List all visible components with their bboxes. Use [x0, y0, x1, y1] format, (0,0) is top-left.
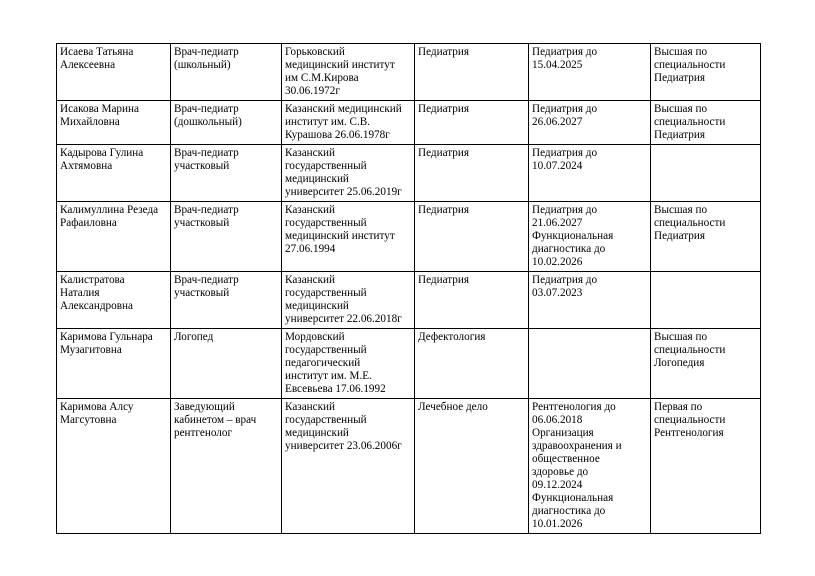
cell-text-line: Казанский	[285, 147, 336, 159]
cell-text-line: 26.06.2027	[532, 116, 583, 128]
table-row	[57, 202, 761, 272]
cell-text-line: медицинский институт	[285, 230, 395, 242]
cell-text-line: Педиатрия до	[532, 274, 598, 286]
cell-text-line: институт им. М.Е.	[285, 370, 372, 382]
name-cell	[57, 44, 171, 101]
cell-text-line: специальности	[654, 217, 726, 229]
cell-text-line: Рентгенология до	[532, 401, 616, 413]
cell-text-line: Врач-педиатр	[174, 147, 239, 159]
cell-text-line: Наталия	[60, 287, 100, 299]
cell-text-line: Михайловна	[60, 116, 120, 128]
cell-text-line: Педиатрия	[654, 230, 706, 242]
cell-text-line: Врач-педиатр	[174, 204, 239, 216]
cell-text-line: государственный	[285, 217, 367, 229]
name-cell	[57, 272, 171, 329]
position-cell	[171, 329, 282, 399]
cell-text-line: 30.06.1972г	[285, 85, 340, 97]
table-row	[57, 44, 761, 101]
cell-text-line: (дошкольный)	[174, 116, 242, 128]
cell-text-line: Казанский медицинский	[285, 103, 402, 115]
cell-text-line: общественное	[532, 453, 600, 465]
cell-text-line: Магсутовна	[60, 414, 117, 426]
cell-text-line: государственный	[285, 287, 367, 299]
cell-text-line: специальности	[654, 59, 726, 71]
cell-text-line: Горьковский	[285, 46, 345, 58]
cell-text-line: институт им. С.В.	[285, 116, 371, 128]
cell-text-line: медицинский институт	[285, 59, 395, 71]
table-row	[57, 399, 761, 534]
specialty-cell	[415, 329, 529, 399]
cell-text-line: медицинский	[285, 173, 349, 185]
cell-text-line: Курашова 26.06.1978г	[285, 129, 390, 141]
cell-text-line: 03.07.2023	[532, 287, 583, 299]
cell-text-line: Педиатрия	[418, 274, 470, 286]
cell-text-line: рентгенолог	[174, 427, 233, 439]
cell-text-line: специальности	[654, 344, 726, 356]
position-cell	[171, 145, 282, 202]
cell-text-line: Организация	[532, 427, 594, 439]
cell-text-line: Кадырова Гулина	[60, 147, 144, 159]
cell-text-line: Педиатрия до	[532, 103, 598, 115]
position-cell	[171, 272, 282, 329]
cell-text-line: 06.06.2018	[532, 414, 583, 426]
specialty-cell	[415, 202, 529, 272]
cell-text-line: здоровье до	[532, 466, 589, 478]
cell-text-line: Музагитовна	[60, 344, 122, 356]
cell-text-line: кабинетом – врач	[174, 414, 257, 426]
table-row	[57, 272, 761, 329]
certificate-cell	[529, 202, 651, 272]
cell-text-line: 09.12.2024	[532, 479, 583, 491]
cell-text-line: 15.04.2025	[532, 59, 583, 71]
cell-text-line: университет 23.06.2006г	[285, 440, 402, 452]
cell-text-line: медицинский	[285, 300, 349, 312]
specialty-cell	[415, 145, 529, 202]
cell-text-line: Педиатрия	[418, 46, 470, 58]
education-cell	[282, 145, 415, 202]
cell-text-line: участковый	[174, 160, 230, 172]
category-cell	[651, 44, 761, 101]
name-cell	[57, 329, 171, 399]
cell-text-line: Ахтямовна	[60, 160, 113, 172]
cell-text-line: Педиатрия	[418, 103, 470, 115]
education-cell	[282, 44, 415, 101]
cell-text-line: Калимуллина Резеда	[60, 204, 159, 216]
cell-text-line: Врач-педиатр	[174, 274, 239, 286]
table-row	[57, 145, 761, 202]
cell-text-line: диагностика до	[532, 505, 606, 517]
cell-text-line: Педиатрия	[654, 129, 706, 141]
certificate-cell	[529, 145, 651, 202]
specialty-cell	[415, 399, 529, 534]
cell-text-line: Рафаиловна	[60, 217, 117, 229]
position-cell	[171, 399, 282, 534]
category-cell	[651, 145, 761, 202]
cell-text-line: 27.06.1994	[285, 243, 336, 255]
education-cell	[282, 272, 415, 329]
cell-text-line: им С.М.Кирова	[285, 72, 359, 84]
cell-text-line: Алексеевна	[60, 59, 116, 71]
cell-text-line: Казанский	[285, 204, 336, 216]
cell-text-line: педагогический	[285, 357, 361, 369]
name-cell	[57, 202, 171, 272]
cell-text-line: Педиатрия	[654, 72, 706, 84]
staff-table	[56, 43, 761, 534]
cell-text-line: Казанский	[285, 274, 336, 286]
cell-text-line: участковый	[174, 217, 230, 229]
cell-text-line: 10.07.2024	[532, 160, 583, 172]
position-cell	[171, 101, 282, 145]
cell-text-line: Исаева Татьяна	[60, 46, 134, 58]
table-row	[57, 101, 761, 145]
cell-text-line: Мордовский	[285, 331, 345, 343]
cell-text-line: Калистратова	[60, 274, 125, 286]
name-cell	[57, 399, 171, 534]
cell-text-line: Каримова Алсу	[60, 401, 134, 413]
cell-text-line: Рентгенология	[654, 427, 724, 439]
cell-text-line: 21.06.2027	[532, 217, 583, 229]
name-cell	[57, 101, 171, 145]
cell-text-line: Педиатрия	[418, 204, 470, 216]
cell-text-line: Педиатрия до	[532, 204, 598, 216]
cell-text-line: Функциональная	[532, 492, 614, 504]
cell-text-line: государственный	[285, 414, 367, 426]
cell-text-line: Логопедия	[654, 357, 705, 369]
cell-text-line: Высшая по	[654, 46, 708, 58]
cell-text-line: Высшая по	[654, 103, 708, 115]
cell-text-line: Исакова Марина	[60, 103, 139, 115]
table-body	[57, 44, 761, 534]
cell-text-line: Врач-педиатр	[174, 46, 239, 58]
cell-text-line: Высшая по	[654, 331, 708, 343]
cell-text-line: Евсевьева 17.06.1992	[285, 383, 386, 395]
education-cell	[282, 202, 415, 272]
category-cell	[651, 272, 761, 329]
cell-text-line: государственный	[285, 344, 367, 356]
cell-text-line: университет 22.06.2018г	[285, 313, 402, 325]
certificate-cell	[529, 329, 651, 399]
cell-text-line: Логопед	[174, 331, 214, 343]
certificate-cell	[529, 272, 651, 329]
education-cell	[282, 101, 415, 145]
cell-text-line: 10.01.2026	[532, 518, 583, 530]
cell-text-line: Дефектология	[418, 331, 486, 343]
specialty-cell	[415, 101, 529, 145]
cell-text-line: диагностика до	[532, 243, 606, 255]
category-cell	[651, 329, 761, 399]
category-cell	[651, 202, 761, 272]
cell-text-line: Функциональная	[532, 230, 614, 242]
cell-text-line: 10.02.2026	[532, 256, 583, 268]
cell-text-line: Казанский	[285, 401, 336, 413]
cell-text-line: специальности	[654, 116, 726, 128]
cell-text-line: Высшая по	[654, 204, 708, 216]
cell-text-line: Заведующий	[174, 401, 235, 413]
cell-text-line: Александровна	[60, 300, 133, 312]
cell-text-line: специальности	[654, 414, 726, 426]
cell-text-line: Педиатрия до	[532, 147, 598, 159]
position-cell	[171, 202, 282, 272]
education-cell	[282, 329, 415, 399]
cell-text-line: государственный	[285, 160, 367, 172]
cell-text-line: (школьный)	[174, 59, 231, 71]
education-cell	[282, 399, 415, 534]
category-cell	[651, 101, 761, 145]
cell-text-line: Педиатрия до	[532, 46, 598, 58]
cell-text-line: медицинский	[285, 427, 349, 439]
cell-text-line: Лечебное дело	[418, 401, 488, 413]
specialty-cell	[415, 44, 529, 101]
certificate-cell	[529, 399, 651, 534]
certificate-cell	[529, 44, 651, 101]
cell-text-line: Педиатрия	[418, 147, 470, 159]
name-cell	[57, 145, 171, 202]
specialty-cell	[415, 272, 529, 329]
category-cell	[651, 399, 761, 534]
cell-text-line: Первая по	[654, 401, 703, 413]
certificate-cell	[529, 101, 651, 145]
cell-text-line: участковый	[174, 287, 230, 299]
position-cell	[171, 44, 282, 101]
cell-text-line: Каримова Гульнара	[60, 331, 153, 343]
table-row	[57, 329, 761, 399]
cell-text-line: здравоохранения и	[532, 440, 622, 452]
cell-text-line: университет 25.06.2019г	[285, 186, 402, 198]
cell-text-line: Врач-педиатр	[174, 103, 239, 115]
